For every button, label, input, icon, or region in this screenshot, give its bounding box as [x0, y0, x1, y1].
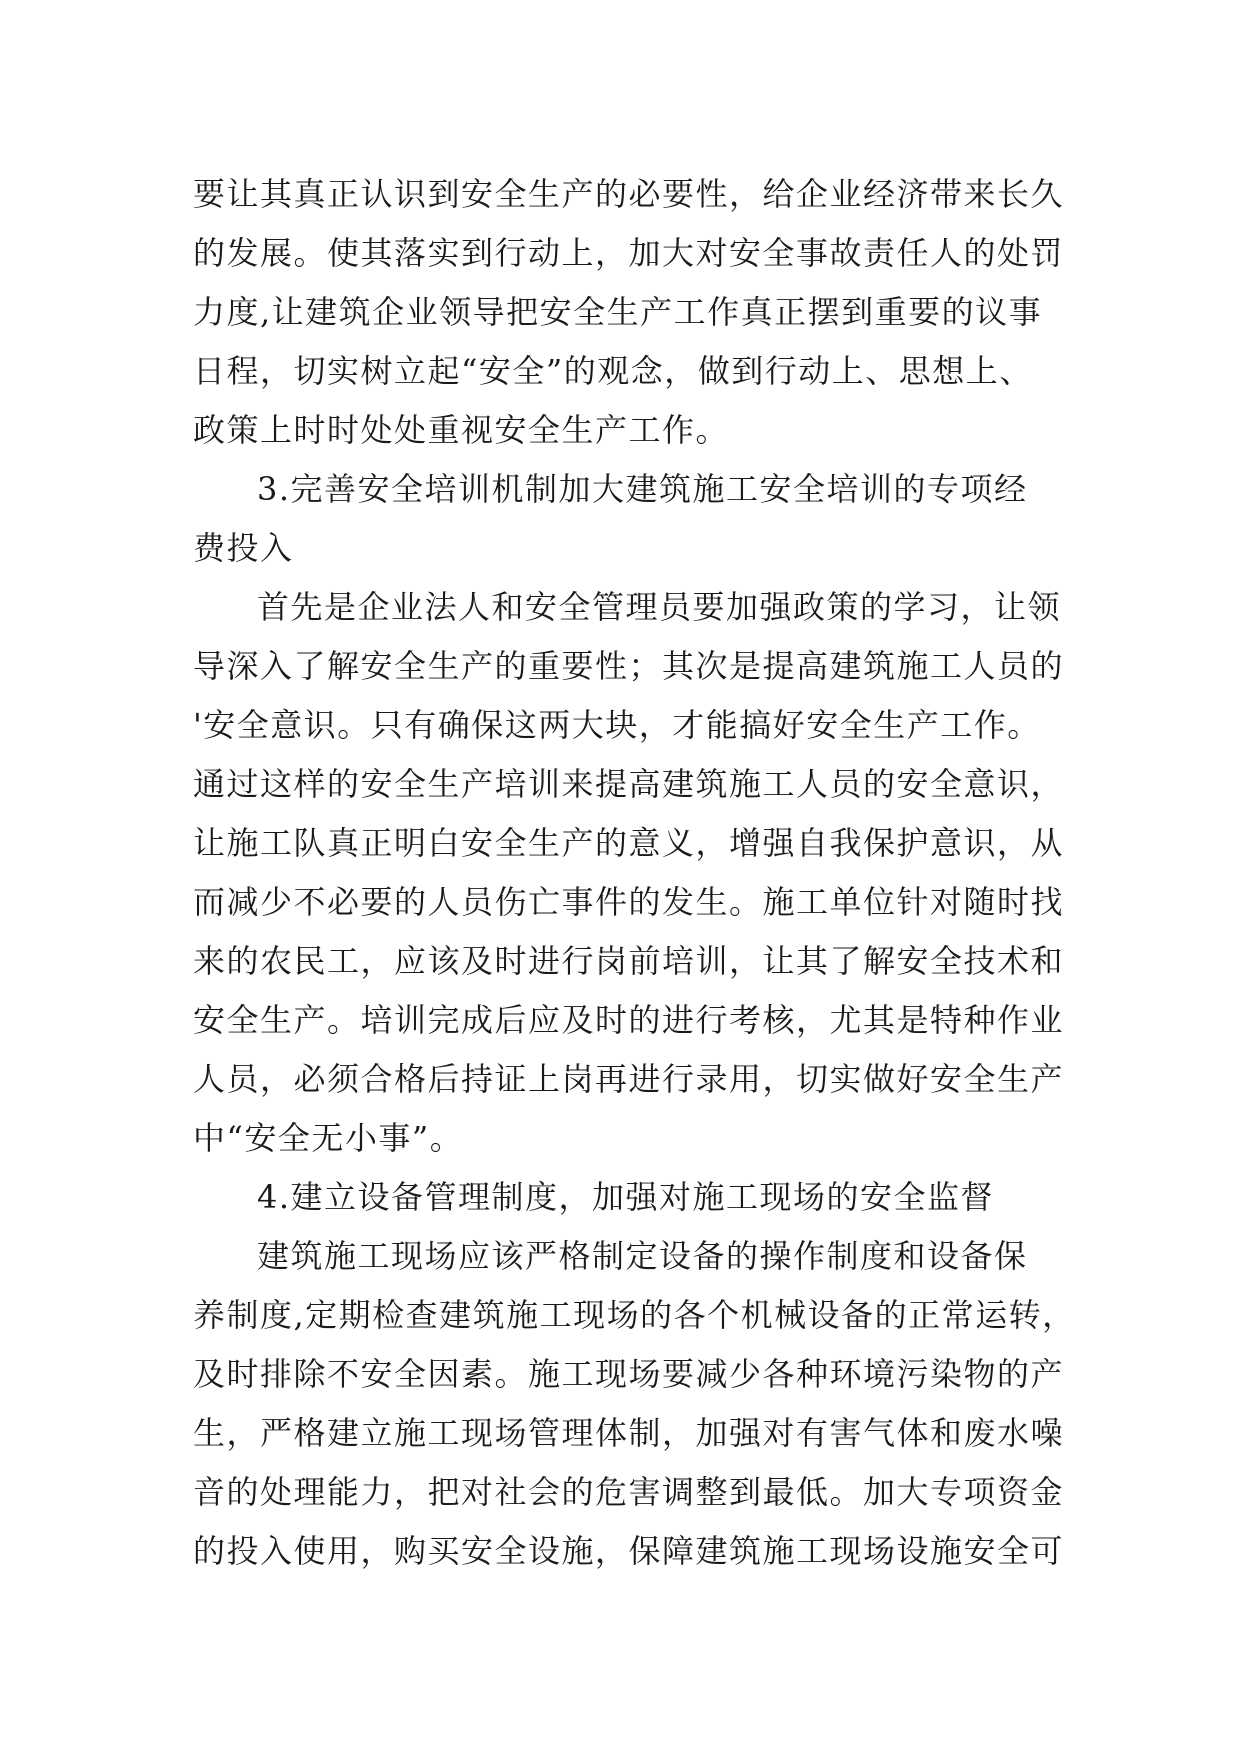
paragraph-line: 导深入了解安全生产的重要性；其次是提高建筑施工人员的	[193, 647, 1065, 685]
paragraph-line: 养制度,定期检查建筑施工现场的各个机械设备的正常运转，	[193, 1296, 1076, 1334]
paragraph-line: 建筑施工现场应该严格制定设备的操作制度和设备保	[257, 1237, 1028, 1275]
paragraph-line: 音的处理能力，把对社会的危害调整到最低。加大专项资金	[193, 1473, 1065, 1511]
paragraph-line: '安全意识。只有确保这两大块，才能搞好安全生产工作。	[193, 706, 1041, 744]
section-heading-line: 3.完善安全培训机制加大建筑施工安全培训的专项经	[257, 470, 1028, 508]
paragraph-line: 安全生产。培训完成后应及时的进行考核，尤其是特种作业	[193, 1001, 1065, 1039]
paragraph-line: 让施工队真正明白安全生产的意义，增强自我保护意识，从	[193, 824, 1065, 862]
paragraph-line: 力度,让建筑企业领导把安全生产工作真正摆到重要的议事	[193, 293, 1043, 331]
paragraph-line: 人员，必须合格后持证上岗再进行录用，切实做好安全生产	[193, 1060, 1065, 1098]
paragraph-line: 而减少不必要的人员伤亡事件的发生。施工单位针对随时找	[193, 883, 1065, 921]
paragraph-line: 的投入使用，购买安全设施，保障建筑施工现场设施安全可	[193, 1532, 1065, 1570]
paragraph-line: 的发展。使其落实到行动上，加大对安全事故责任人的处罚	[193, 234, 1065, 272]
paragraph-line: 要让其真正认识到安全生产的必要性，给企业经济带来长久	[193, 175, 1065, 213]
paragraph-line: 生，严格建立施工现场管理体制，加强对有害气体和废水噪	[193, 1414, 1065, 1452]
paragraph-line: 通过这样的安全生产培训来提高建筑施工人员的安全意识，	[193, 765, 1065, 803]
section-heading-line: 费投入	[193, 529, 294, 567]
paragraph-line: 来的农民工，应该及时进行岗前培训，让其了解安全技术和	[193, 942, 1065, 980]
paragraph-line: 政策上时时处处重视安全生产工作。	[193, 411, 730, 449]
paragraph-line: 中“安全无小事”。	[193, 1119, 464, 1157]
paragraph-line: 首先是企业法人和安全管理员要加强政策的学习，让领	[257, 588, 1062, 626]
section-heading-line: 4.建立设备管理制度，加强对施工现场的安全监督	[257, 1178, 995, 1216]
paragraph-line: 及时排除不安全因素。施工现场要减少各种环境污染物的产	[193, 1355, 1065, 1393]
paragraph-line: 日程，切实树立起“安全”的观念，做到行动上、思想上、	[193, 352, 1033, 390]
